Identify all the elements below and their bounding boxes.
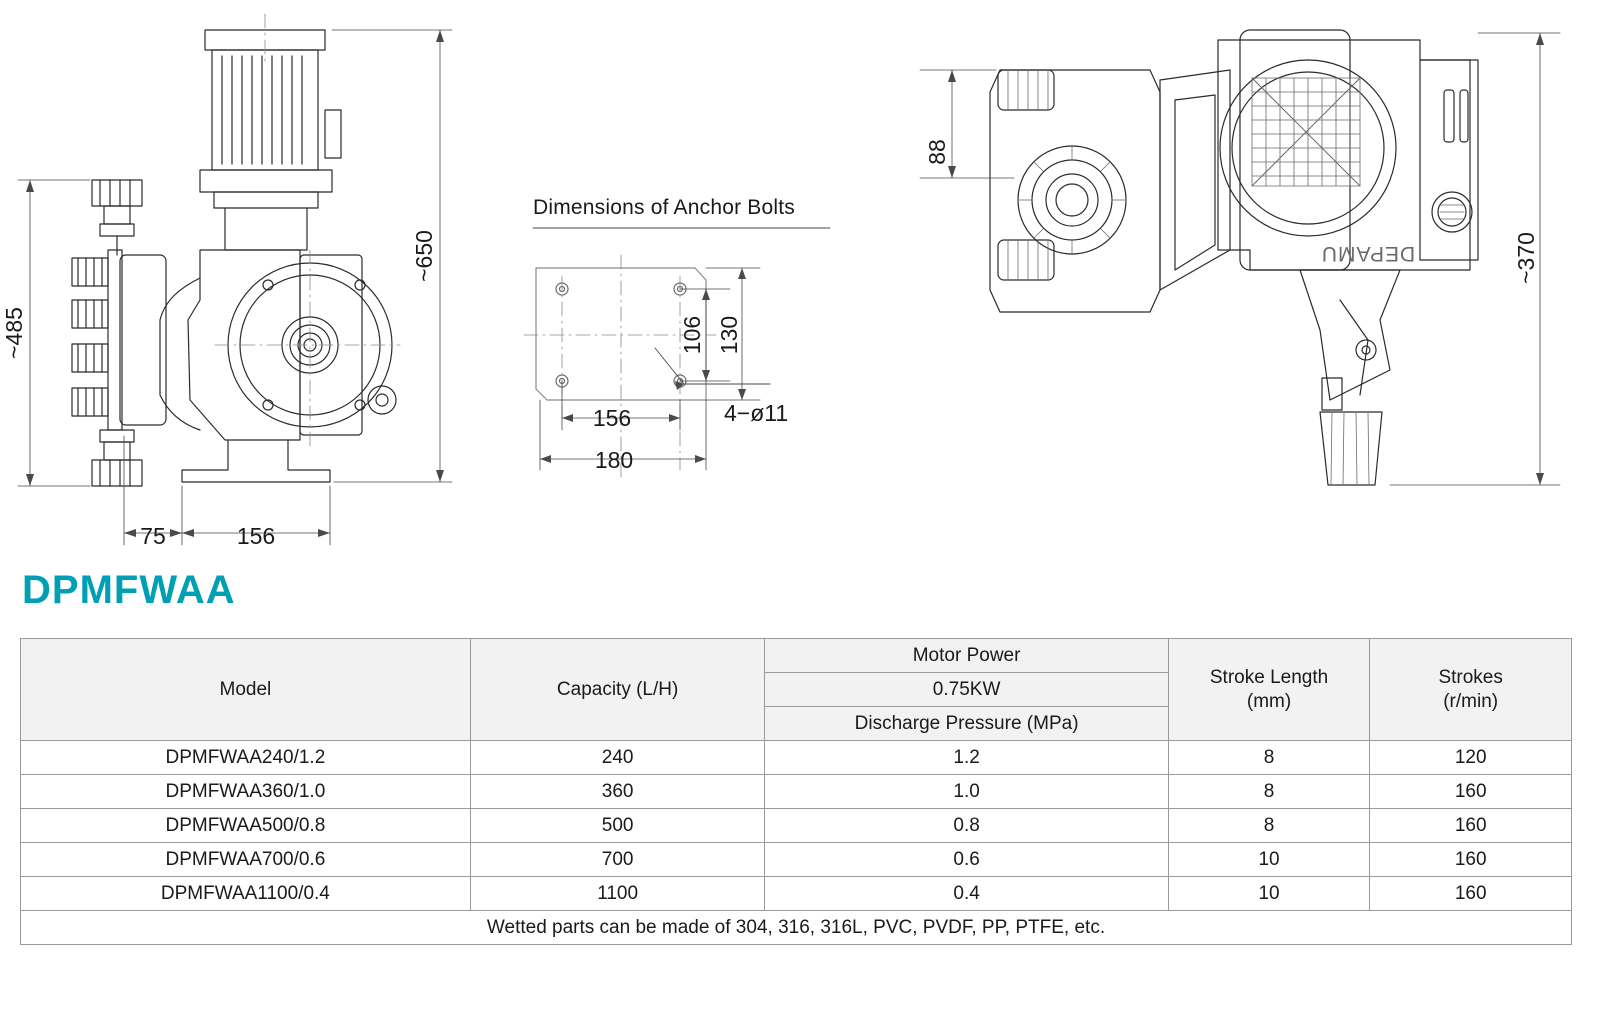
- cell-strokes: 160: [1370, 843, 1572, 877]
- cell-model: DPMFWAA700/0.6: [21, 843, 471, 877]
- cell-stroke-length: 10: [1168, 843, 1370, 877]
- header-capacity: Capacity (L/H): [470, 639, 765, 741]
- table-row: [21, 877, 1572, 911]
- dim-anchor-106-label: 106: [679, 315, 705, 355]
- anchor-bolts-title: Dimensions of Anchor Bolts: [533, 196, 795, 219]
- dim-anchor-hole-callout-label: 4−ø11: [724, 400, 789, 426]
- table-row: [21, 775, 1572, 809]
- header-stroke-length: [1168, 639, 1370, 741]
- side-view-drawing: [920, 30, 1560, 485]
- cell-capacity: 1100: [470, 877, 765, 911]
- front-view-drawing: [18, 14, 452, 545]
- wetted-parts-note: Wetted parts can be made of 304, 316, 316L, PVC, PVDF, PP, PTFE, etc.: [21, 911, 1572, 945]
- cell-capacity: 700: [470, 843, 765, 877]
- cell-model: DPMFWAA1100/0.4: [21, 877, 471, 911]
- page-title: DPMFWAA: [22, 568, 236, 612]
- cell-stroke-length: 8: [1168, 741, 1370, 775]
- header-motor-power-value: 0.75KW: [765, 673, 1168, 707]
- cell-stroke-length: 8: [1168, 775, 1370, 809]
- cell-stroke-length: 10: [1168, 877, 1370, 911]
- spec-table-wrapper: [20, 638, 1572, 945]
- header-strokes: [1370, 639, 1572, 741]
- cell-pressure: 1.0: [765, 775, 1168, 809]
- dim-side-height-label: ~370: [1513, 232, 1539, 284]
- dim-anchor-156-label: 156: [592, 405, 632, 431]
- header-discharge-pressure: Discharge Pressure (MPa): [765, 707, 1168, 741]
- header-strokes-line2: (r/min): [1443, 690, 1499, 712]
- header-model: Model: [21, 639, 471, 741]
- cell-capacity: 240: [470, 741, 765, 775]
- cell-pressure: 1.2: [765, 741, 1168, 775]
- cell-strokes: 160: [1370, 775, 1572, 809]
- cell-pressure: 0.8: [765, 809, 1168, 843]
- cell-model: DPMFWAA240/1.2: [21, 741, 471, 775]
- cell-pressure: 0.4: [765, 877, 1168, 911]
- cell-model: DPMFWAA360/1.0: [21, 775, 471, 809]
- spec-table-body: [21, 741, 1572, 945]
- cell-strokes: 160: [1370, 877, 1572, 911]
- header-stroke-length-line1: Stroke Length: [1209, 666, 1329, 688]
- table-row: [21, 809, 1572, 843]
- table-row: [21, 843, 1572, 877]
- dim-front-width-156-label: 156: [236, 523, 276, 549]
- cell-pressure: 0.6: [765, 843, 1168, 877]
- dim-front-left-height-label: ~485: [1, 307, 27, 359]
- cell-strokes: 160: [1370, 809, 1572, 843]
- cell-capacity: 360: [470, 775, 765, 809]
- cell-strokes: 120: [1370, 741, 1572, 775]
- dim-front-width-75-label: 75: [140, 523, 166, 549]
- dim-side-88-label: 88: [924, 139, 950, 165]
- header-motor-power: Motor Power: [765, 639, 1168, 673]
- header-stroke-length-line2: (mm): [1246, 690, 1292, 712]
- brand-label: DEPAMU: [1320, 242, 1416, 265]
- anchor-bolt-drawing: [524, 228, 830, 480]
- dim-anchor-180-label: 180: [594, 447, 634, 473]
- header-strokes-line1: Strokes: [1438, 666, 1503, 688]
- cell-stroke-length: 8: [1168, 809, 1370, 843]
- dim-anchor-130-label: 130: [716, 315, 742, 355]
- cell-capacity: 500: [470, 809, 765, 843]
- table-row: [21, 741, 1572, 775]
- table-header-row: [21, 639, 1572, 673]
- cell-model: DPMFWAA500/0.8: [21, 809, 471, 843]
- spec-table: [20, 638, 1572, 945]
- table-note-row: [21, 911, 1572, 945]
- dim-front-height-label: ~650: [411, 230, 437, 282]
